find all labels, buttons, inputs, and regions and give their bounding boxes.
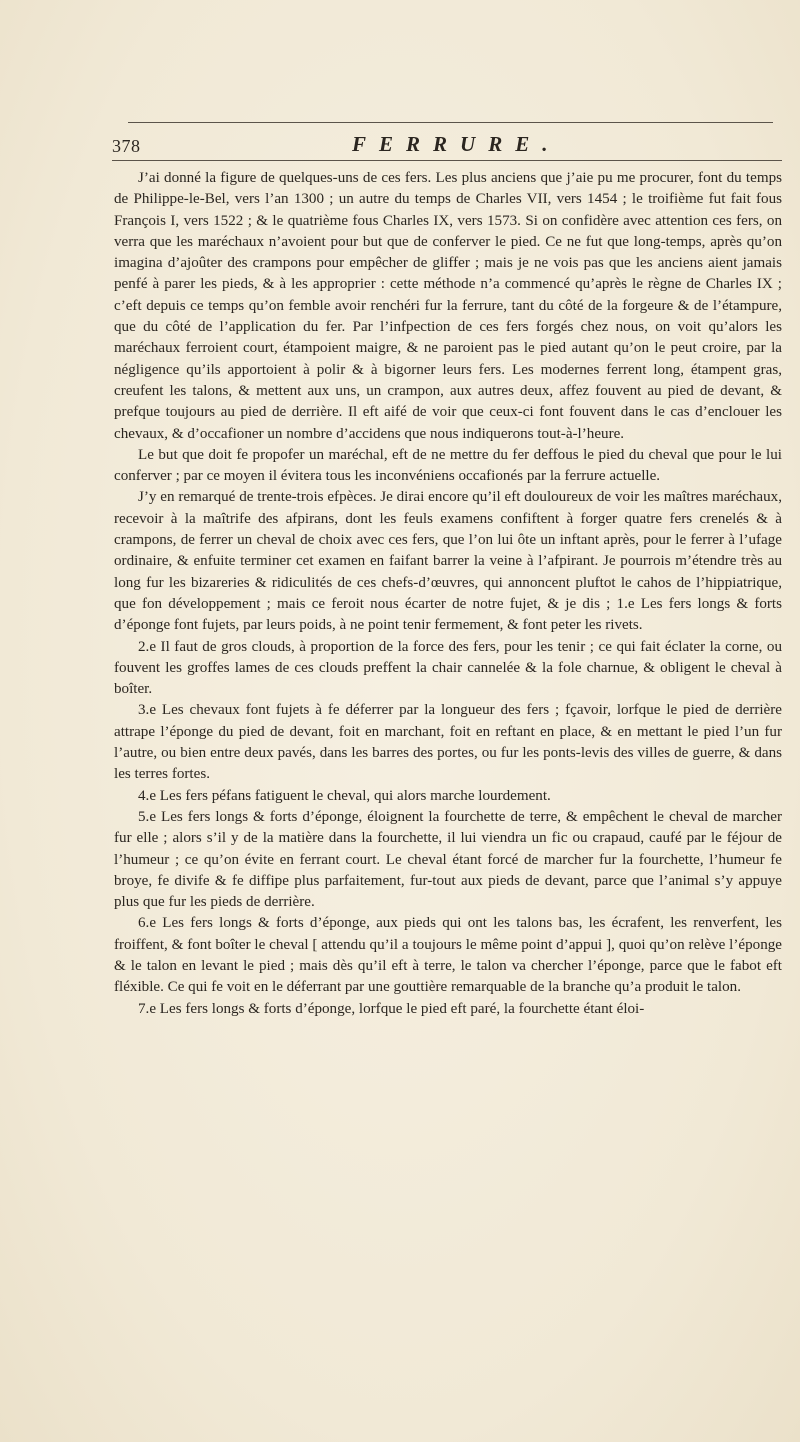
header-rule bbox=[112, 160, 782, 161]
paragraph-3: J’y en remarqué de trente-trois efpèces. Je dirai encore qu’il eft douloureux de voir les maîtres maréchaux, recevoir à la maîtrife des afpirans, dont les feuls examens confiftent à forger quatre fers crenelés & à crampons, de ferrer un cheval de choix avec ces fers, que l’on lui ôte un inftant après, pour le ferrer à l’ufage ordinaire, & enfuite terminer cet examen en faifant barrer la veine à l’afpirant. Je pourrois m’étendre très au long fur les bizareries & ridiculités de ces chefs-d’œuvres, qui annoncent pluftot le cahos de l’hippiatrique, que fon développement ; mais ce feroit nous écarter de notre fujet, & je dis ; 1.e Les fers longs & forts d’éponge font fujets, par leurs poids, à ne point tenir fermement, & font peter les rivets. bbox=[114, 489, 782, 634]
paragraph-2: Le but que doit fe propofer un maréchal, eft de ne mettre du fer deffous le pied du cheval que pour le lui conferver ; par ce moyen il évitera tous les inconvéniens occafionés par la ferrure actuelle. bbox=[114, 446, 782, 485]
page-header bbox=[112, 130, 784, 160]
body-text bbox=[114, 168, 782, 1020]
running-title: FERRURE. bbox=[352, 132, 561, 156]
paragraph-6: 4.e Les fers péfans fatiguent le cheval, qui alors marche lourdement. bbox=[138, 787, 551, 804]
paragraph-5: 3.e Les chevaux font fujets à fe déferrer par la longueur des fers ; fçavoir, lorfque le pied de derrière attrape l’éponge du pied de devant, foit en marchant, foit en reftant en place, & en mettant le pied l’un fur l’autre, ou bien entre deux pavés, dans les barres des portes, ou fur les ponts-levis des villes de guerre, & dans les terres fortes. bbox=[114, 702, 782, 783]
page-top-rule bbox=[128, 122, 773, 123]
page-number: 378 bbox=[112, 136, 141, 156]
paragraph-4: 2.e Il faut de gros clouds, à proportion de la force des fers, pour les tenir ; ce qui fait éclater la corne, ou fouvent les groffes lames de ces clouds preffent la chair cannelée & la fole charnue, & obligent le cheval à boîter. bbox=[114, 638, 782, 698]
paragraph-1: J’ai donné la figure de quelques-uns de ces fers. Les plus anciens que j’aie pu me procurer, font du temps de Philippe-le-Bel, vers l’an 1300 ; un autre du temps de Charles VII, vers 1454 ; le troifième fut fait fous François I, vers 1522 ; & le quatrième fous Charles IX, vers 1573. Si on confidère avec attention ces fers, on verra que les maréchaux n’avoient pour but que de conferver le pied. Ce ne fut que long-temps, après qu’on imagina d’ajoûter des crampons pour empêcher de gliffer ; mais je ne vois pas que les anciens aient jamais penfé à parer les pieds, & à les approprier : cette méthode n’a commencé qu’après le règne de Charles IX ; c’eft depuis ce temps qu’on femble avoir renchéri fur la ferrure, tant du côté de la forgeure & de l’étampure, que du côté de l’application du fer. Par l’infpection de ces fers forgés chez nous, on voit qu’alors les maréchaux ferroient court, étampoient maigre, & ne paroient pas le pied autant qu’on le peut croire, par la négligence qu’ils apportoient à polir & à bigorner leurs fers. Les modernes ferrent long, étampent gras, creufent les talons, & mettent aux uns, un crampon, aux autres deux, affez fouvent au pied de devant, & prefque toujours au pied de derrière. Il eft aifé de voir que ceux-ci font fouvent dans le cas d’enclouer les chevaux, & d’occafioner un nombre d’accidens que nous indiquerons tout-à-l’heure. bbox=[114, 170, 782, 442]
paragraph-9: 7.e Les fers longs & forts d’éponge, lorfque le pied eft paré, la fourchette étant éloi- bbox=[138, 1000, 645, 1017]
paragraph-8: 6.e Les fers longs & forts d’éponge, aux pieds qui ont les talons bas, les écrafent, les renverfent, les froiffent, & font boîter le cheval [ attendu qu’il a toujours le même point d’appui ], quoi qu’on relève l’éponge & le talon en levant le pied ; mais dès qu’il eft à terre, le talon va chercher l’éponge, parce que le fabot eft fléxible. Ce qui fe voit en le déferrant par une gouttière remarquable de la branche qu’a produit le talon. bbox=[114, 915, 782, 996]
paragraph-7: 5.e Les fers longs & forts d’éponge, éloignent la fourchette de terre, & empêchent le cheval de marcher fur elle ; alors s’il y de la matière dans la fourchette, il lui viendra un fic ou crapaud, caufé par le féjour de l’humeur ; ce qu’on évite en ferrant court. Le cheval étant forcé de marcher fur la fourchette, l’humeur fe broye, fe divife & fe diffipe plus parfaitement, fur-tout aux pieds de devant, parce que l’animal s’y appuye plus que fur les pieds de derrière. bbox=[114, 808, 782, 911]
